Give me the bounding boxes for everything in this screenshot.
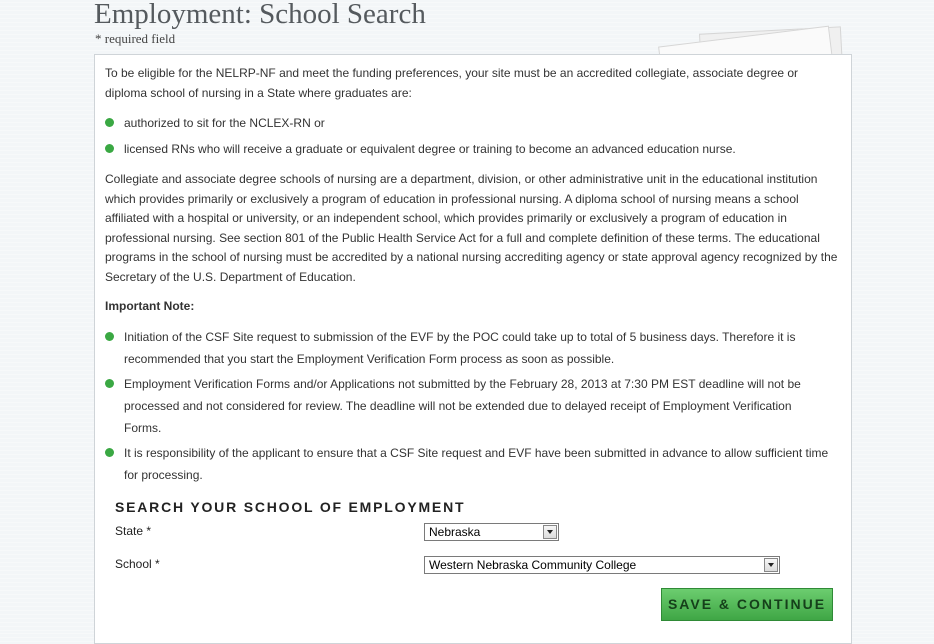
bullet-icon xyxy=(105,144,114,153)
intro-paragraph: To be eligible for the NELRP-NF and meet the funding preferences, your site must be an accredited collegiate, associate degree or diploma school of nursing in a State where graduates are: xyxy=(105,66,799,100)
required-field-note: * required field xyxy=(95,31,176,46)
search-section-heading: SEARCH YOUR SCHOOL OF EMPLOYMENT xyxy=(115,499,466,515)
definition-paragraph: Collegiate and associate degree schools of nursing are a department, division, or other administrative unit in the educational institution which provides primarily or exclusively a program of education in professional nursing. A diploma school of nursing means a school affiliated with a hospital or university, or an independent school, which provides primarily or exclusively a program of education in professional nursing. See section 801 of the Public Health Service Act for a full and complete definition of these terms. The educational programs in the school of nursing must be accredited by a national nursing accrediting agency or state approval agency recognized by the Secretary of the U.S. Department of Education. xyxy=(105,172,838,284)
chevron-down-icon[interactable] xyxy=(543,525,557,539)
save-continue-button[interactable]: SAVE & CONTINUE xyxy=(661,588,833,621)
page-title: Employment: School Search xyxy=(94,0,426,30)
eligibility-bullet: authorized to sit for the NCLEX-RN or xyxy=(124,116,325,130)
important-note-heading: Important Note: xyxy=(105,299,195,313)
chevron-down-icon[interactable] xyxy=(764,558,778,572)
bullet-icon xyxy=(105,379,114,388)
state-select[interactable] xyxy=(424,523,559,541)
bullet-icon xyxy=(105,448,114,457)
content-panel xyxy=(94,54,852,644)
important-note-bullet: Initiation of the CSF Site request to submission of the EVF by the POC could take up to total of 5 business days. Therefore it is recommended that you start the Employment Verification Form process as soon as possible. xyxy=(124,330,796,366)
school-select[interactable] xyxy=(424,556,780,574)
state-select-value: Nebraska xyxy=(429,525,481,539)
school-label: School * xyxy=(115,557,160,571)
eligibility-bullet: licensed RNs who will receive a graduate or equivalent degree or training to become an advanced education nurse. xyxy=(124,142,736,156)
important-note-bullet: Employment Verification Forms and/or Applications not submitted by the February 28, 2013 at 7:30 PM EST deadline will not be processed and not considered for review. The deadline will not be extended due to delayed receipt of Employment Verification Forms. xyxy=(124,377,801,435)
state-label: State * xyxy=(115,524,152,538)
bullet-icon xyxy=(105,332,114,341)
bullet-icon xyxy=(105,118,114,127)
important-note-bullet: It is responsibility of the applicant to ensure that a CSF Site request and EVF have been submitted in advance to allow sufficient time for processing. xyxy=(124,446,829,482)
school-select-value: Western Nebraska Community College xyxy=(429,558,637,572)
